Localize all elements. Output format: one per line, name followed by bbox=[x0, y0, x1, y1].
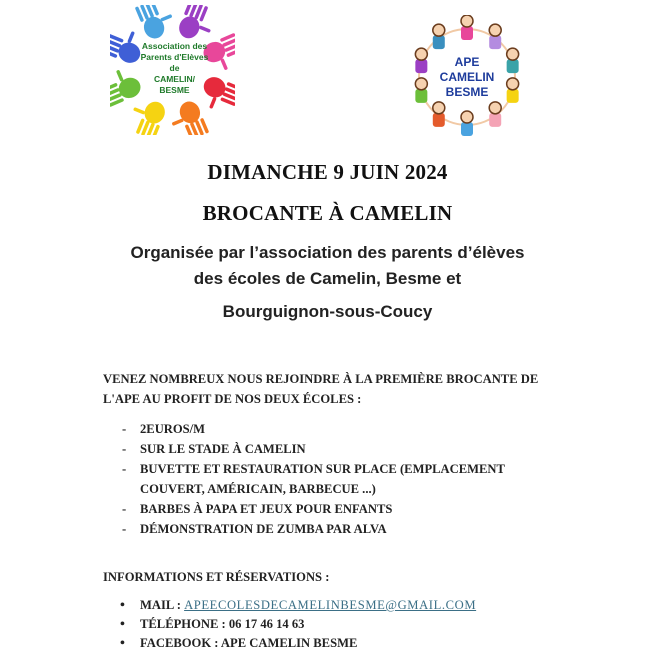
logo-text-line: de bbox=[169, 63, 180, 73]
child-figure-icon bbox=[507, 78, 519, 103]
child-figure-icon bbox=[489, 24, 501, 49]
detail-item: 2EUROS/M bbox=[140, 422, 206, 436]
hand-print-icon bbox=[166, 98, 209, 135]
list-dash: - bbox=[122, 502, 127, 516]
logo-left-text bbox=[132, 41, 217, 96]
child-figure-icon bbox=[415, 78, 427, 103]
list-dash: - bbox=[122, 462, 127, 476]
hand-print-icon bbox=[135, 5, 178, 42]
event-title: BROCANTE À CAMELIN bbox=[202, 201, 453, 225]
child-figure-icon bbox=[489, 102, 501, 127]
logo-text-line: CAMELIN/ bbox=[153, 74, 196, 84]
logo-text-line: Parents d'Elèves bbox=[140, 52, 209, 62]
list-dash: - bbox=[122, 422, 127, 436]
logo-text-line: CAMELIN bbox=[439, 70, 495, 84]
detail-item: DÉMONSTRATION DE ZUMBA PAR ALVA bbox=[140, 522, 387, 536]
logo-text-line: BESME bbox=[445, 85, 489, 99]
intro-line: VENEZ NOMBREUX NOUS REJOINDRE À LA PREMIÈRE BROCANTE DE bbox=[103, 372, 539, 386]
logo-right-text bbox=[427, 55, 507, 100]
detail-item: BARBES À PAPA ET JEUX POUR ENFANTS bbox=[140, 502, 393, 516]
mail-row bbox=[140, 598, 476, 613]
child-figure-icon bbox=[461, 15, 473, 40]
mail-label: MAIL : bbox=[140, 598, 181, 612]
event-date: DIMANCHE 9 JUIN 2024 bbox=[207, 160, 448, 184]
mail-link[interactable]: APEECOLESDECAMELINBESME@GMAIL.COM bbox=[184, 598, 477, 612]
logo-text-line: APE bbox=[454, 55, 480, 69]
bullet-icon: • bbox=[120, 636, 125, 651]
list-dash: - bbox=[122, 522, 127, 536]
child-figure-icon bbox=[415, 48, 427, 73]
list-dash: - bbox=[122, 442, 127, 456]
info-heading: INFORMATIONS ET RÉSERVATIONS : bbox=[103, 570, 330, 584]
hand-print-icon bbox=[176, 5, 219, 45]
hand-print-icon bbox=[125, 95, 168, 135]
bullet-icon: • bbox=[120, 598, 125, 613]
association-logo-hands bbox=[110, 5, 235, 135]
bullet-icon: • bbox=[120, 617, 125, 632]
detail-item: SUR LE STADE À CAMELIN bbox=[140, 442, 306, 456]
ape-logo-kids bbox=[405, 15, 530, 140]
phone-row: TÉLÉPHONE : 06 17 46 14 63 bbox=[140, 617, 305, 631]
intro-line: L'APE AU PROFIT DE NOS DEUX ÉCOLES : bbox=[103, 392, 362, 406]
child-figure-icon bbox=[507, 48, 519, 73]
detail-item-continued: COUVERT, AMÉRICAIN, BARBECUE ...) bbox=[140, 482, 376, 496]
organizer-line: Bourguignon-sous-Coucy bbox=[222, 302, 433, 321]
organizer-line: des écoles de Camelin, Besme et bbox=[193, 269, 462, 288]
child-figure-icon bbox=[433, 24, 445, 49]
organizer-line: Organisée par l’association des parents d’élèves bbox=[130, 243, 525, 262]
child-figure-icon bbox=[433, 102, 445, 127]
facebook-row: FACEBOOK : APE CAMELIN BESME bbox=[140, 636, 358, 650]
logo-text-line: BESME bbox=[159, 85, 190, 95]
detail-item: BUVETTE ET RESTAURATION SUR PLACE (EMPLACEMENT bbox=[140, 462, 505, 476]
child-figure-icon bbox=[461, 111, 473, 136]
logo-text-line: Association des bbox=[141, 41, 208, 51]
